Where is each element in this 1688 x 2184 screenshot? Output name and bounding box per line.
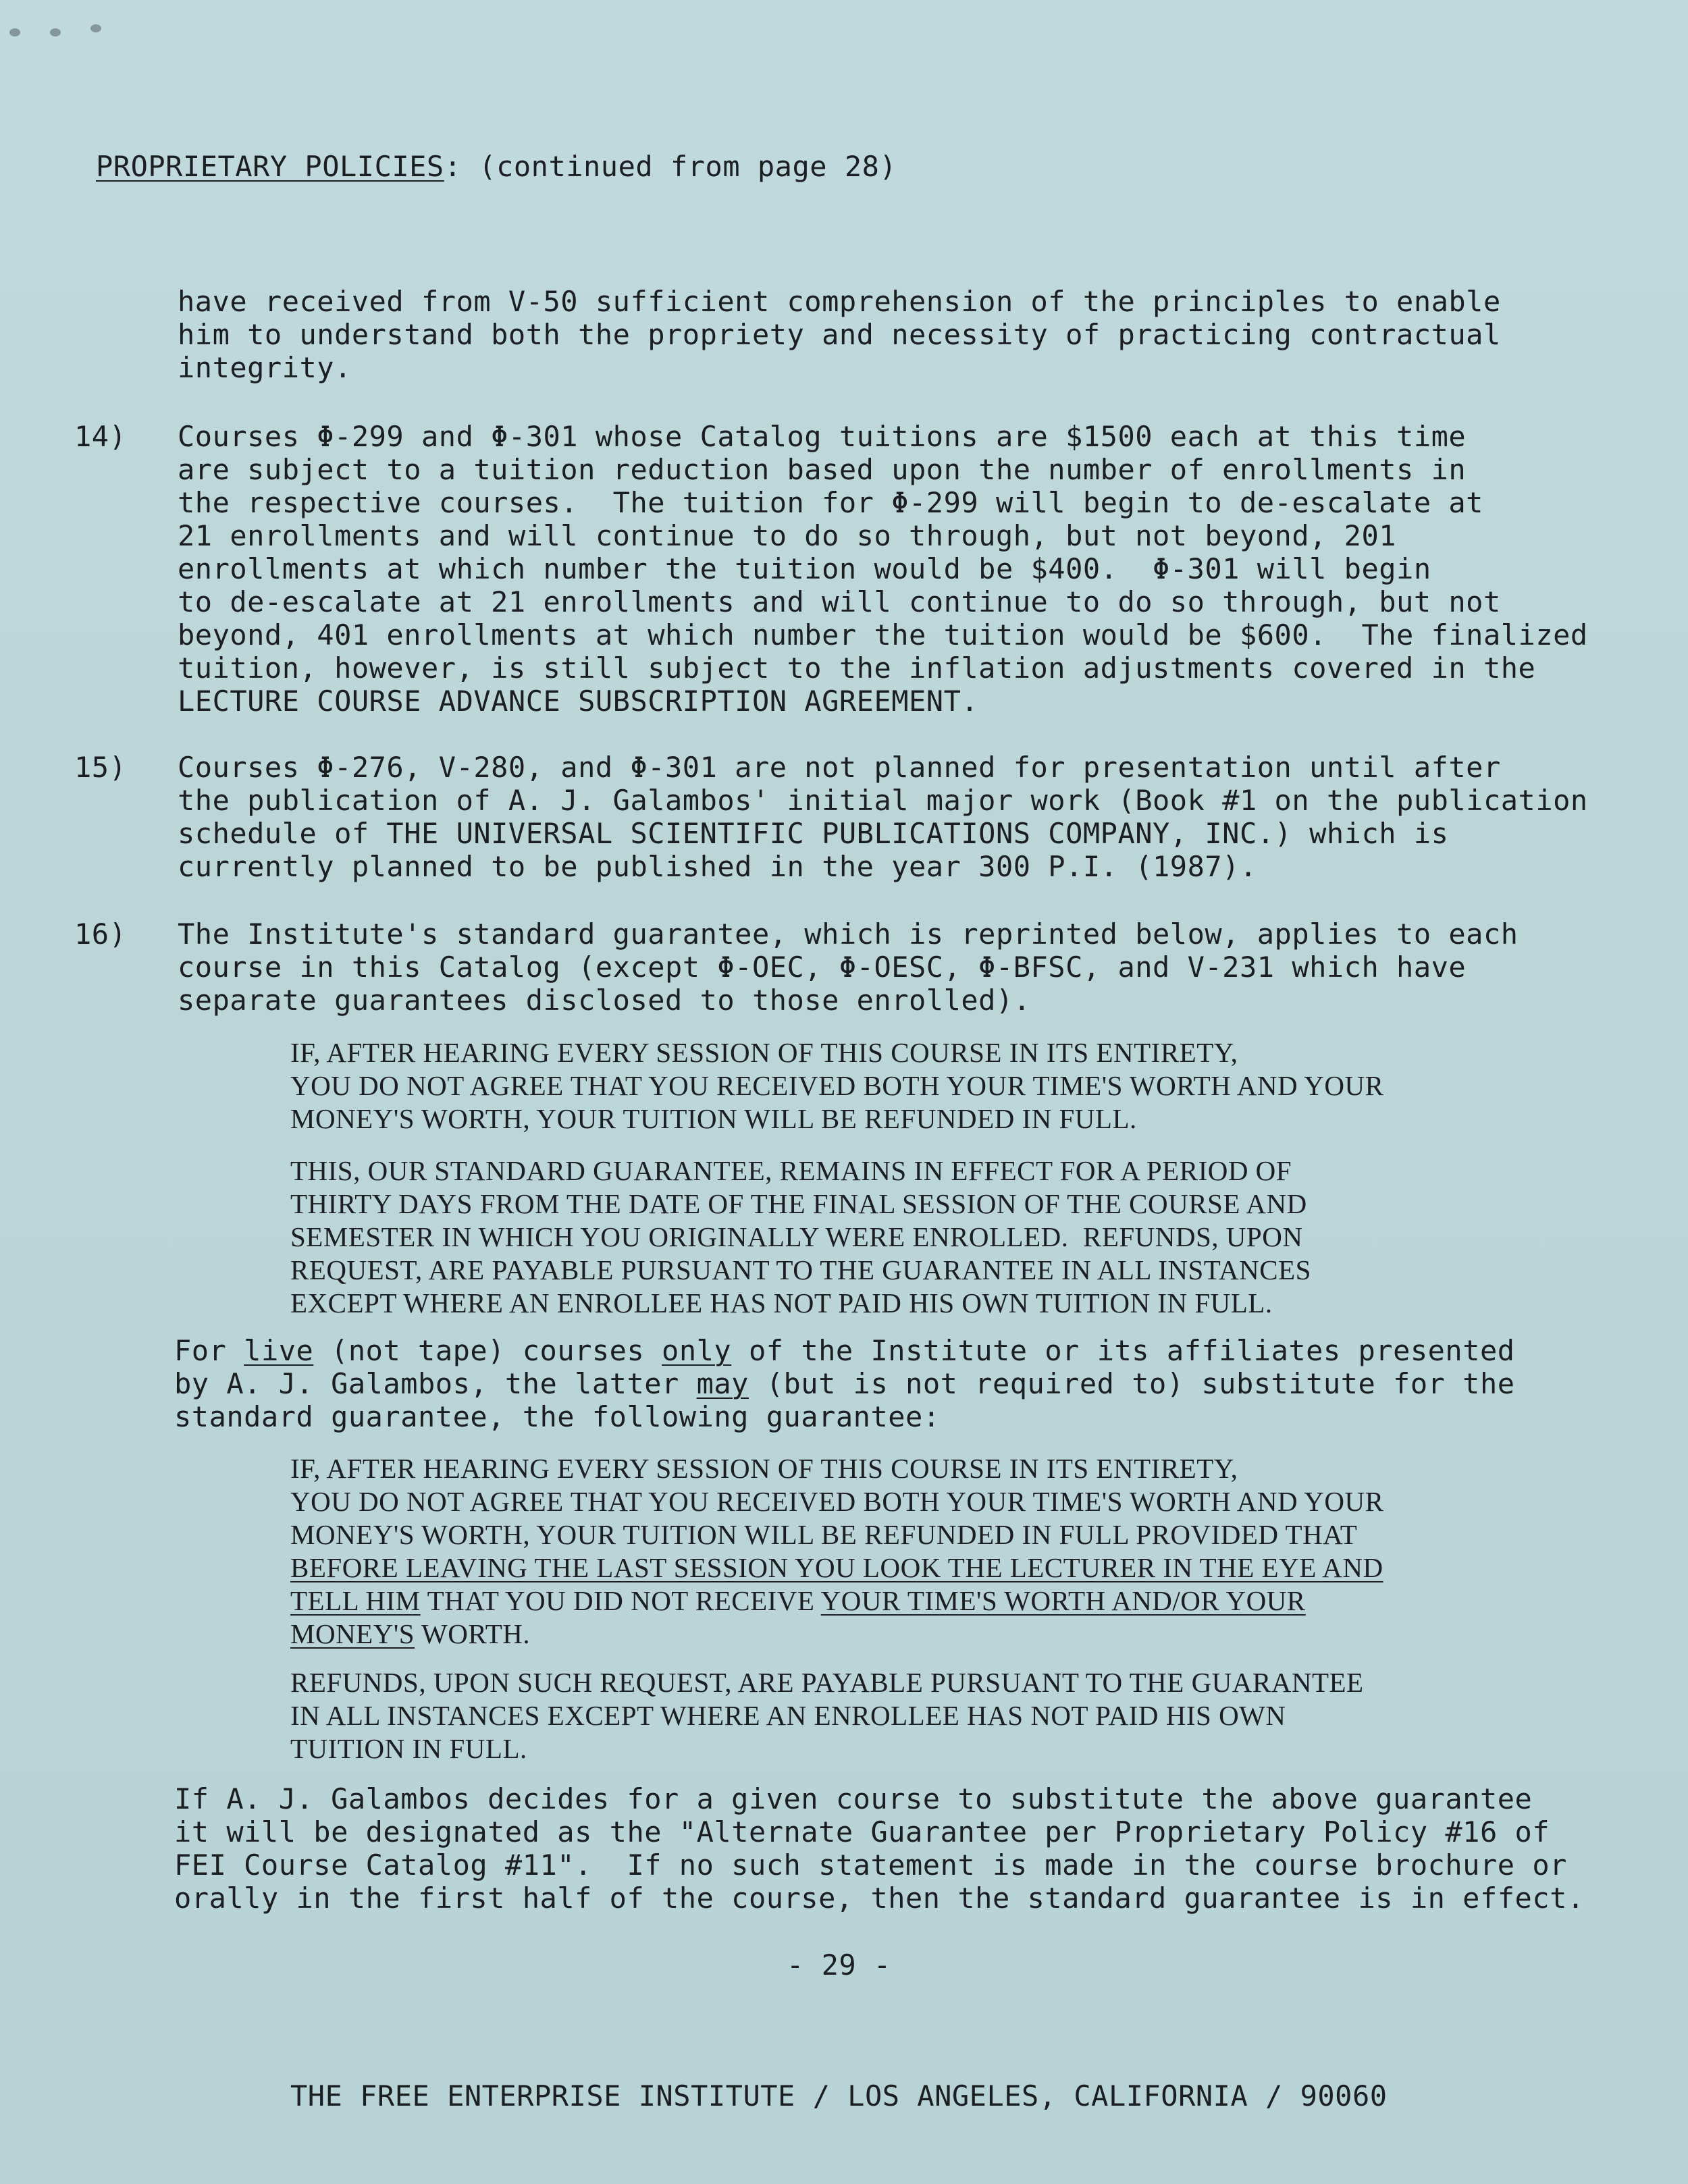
item-number-15: 15)	[74, 751, 127, 784]
closing-paragraph: If A. J. Galambos decides for a given course to substitute the above guarantee it will be designated as the "Alternate Guarantee per Proprietary Policy #16 of FEI Course Catalog #11". If no such statement is made in the course brochure or orally in the first half of the course, then the standard guarantee is in effect.	[174, 1782, 1585, 1915]
intro-paragraph: have received from V-50 sufficient comprehension of the principles to enable him to understand both the propriety and necessity of practicing contractual integrity.	[178, 285, 1501, 384]
item-14-text: Courses Φ-299 and Φ-301 whose Catalog tuitions are $1500 each at this time are subject to a tuition reduction based upon the number of enrollments in the respective courses. The tuition for Φ-299 will begin to de-escalate at 21 enrollments and will continue to do so through, but not beyond, 201 enrollments at which number the tuition would be $400. Φ-301 will begin to de-escalate at 21 enrollments and will continue to do so through, but not beyond, 401 enrollments at which number the tuition would be $600. The finalized tuition, however, is still subject to the inflation adjustments covered in the LECTURE COURSE ADVANCE SUBSCRIPTION AGREEMENT.	[178, 420, 1588, 718]
item-number-16: 16)	[74, 917, 127, 951]
heading-title: PROPRIETARY POLICIES	[96, 150, 444, 183]
live-courses-paragraph: For live (not tape) courses only of the Institute or its affiliates presented by A. J. Galambos, the latter may (but is not required to) substitute for the standard guarantee, the following guarantee:	[174, 1334, 1515, 1433]
standard-guarantee-paragraph-1: IF, AFTER HEARING EVERY SESSION OF THIS COURSE IN ITS ENTIRETY, YOU DO NOT AGREE THAT YOU RECEIVED BOTH YOUR TIME'S WORTH AND YOUR MONEY'S WORTH, YOUR TUITION WILL BE REFUNDED IN FULL.	[290, 1037, 1384, 1134]
footer-address: THE FREE ENTERPRISE INSTITUTE / LOS ANGELES, CALIFORNIA / 90060	[290, 2079, 1388, 2112]
standard-guarantee-paragraph-2: THIS, OUR STANDARD GUARANTEE, REMAINS IN EFFECT FOR A PERIOD OF THIRTY DAYS FROM THE DATE OF THE FINAL SESSION OF THE COURSE AND SEMESTER IN WHICH YOU ORIGINALLY WERE ENROLLED. REFUNDS, UPON REQUEST, ARE PAYABLE PURSUANT TO THE GUARANTEE IN ALL INSTANCES EXCEPT WHERE AN ENROLLEE HAS NOT PAID HIS OWN TUITION IN FULL.	[290, 1155, 1311, 1319]
item-number-14: 14)	[74, 420, 127, 453]
page-number: - 29 -	[787, 1948, 891, 1981]
item-15-text: Courses Φ-276, V-280, and Φ-301 are not planned for presentation until after the publication of A. J. Galambos' initial major work (Book #1 on the publication schedule of THE UNIVERSAL SCIENTIFIC PUBLICATIONS COMPANY, INC.) which is currently planned to be published in the year 300 P.I. (1987).	[178, 751, 1588, 883]
item-16-text: The Institute's standard guarantee, which is reprinted below, applies to each course in this Catalog (except Φ-OEC, Φ-OESC, Φ-BFSC, and V-231 which have separate guarantees disclosed to those enrolled).	[178, 917, 1519, 1017]
alternate-guarantee-paragraph-2: REFUNDS, UPON SUCH REQUEST, ARE PAYABLE PURSUANT TO THE GUARANTEE IN ALL INSTANCES EXCEPT WHERE AN ENROLLEE HAS NOT PAID HIS OWN TUITION IN FULL.	[290, 1667, 1364, 1764]
punch-marks	[9, 24, 117, 45]
heading-continuation: : (continued from page 28)	[444, 150, 897, 183]
alternate-guarantee-paragraph-1: IF, AFTER HEARING EVERY SESSION OF THIS COURSE IN ITS ENTIRETY, YOU DO NOT AGREE THAT YOU RECEIVED BOTH YOUR TIME'S WORTH AND YOUR MONEY'S WORTH, YOUR TUITION WILL BE REFUNDED IN FULL PROVIDED THAT BEFORE LEAVING THE LAST SESSION YOU LOOK THE LECTURER IN THE EYE AND TELL HIM THAT YOU DID NOT RECEIVE YOUR TIME'S WORTH AND/OR YOUR MONEY'S WORTH.	[290, 1453, 1384, 1649]
page-heading	[96, 150, 897, 183]
